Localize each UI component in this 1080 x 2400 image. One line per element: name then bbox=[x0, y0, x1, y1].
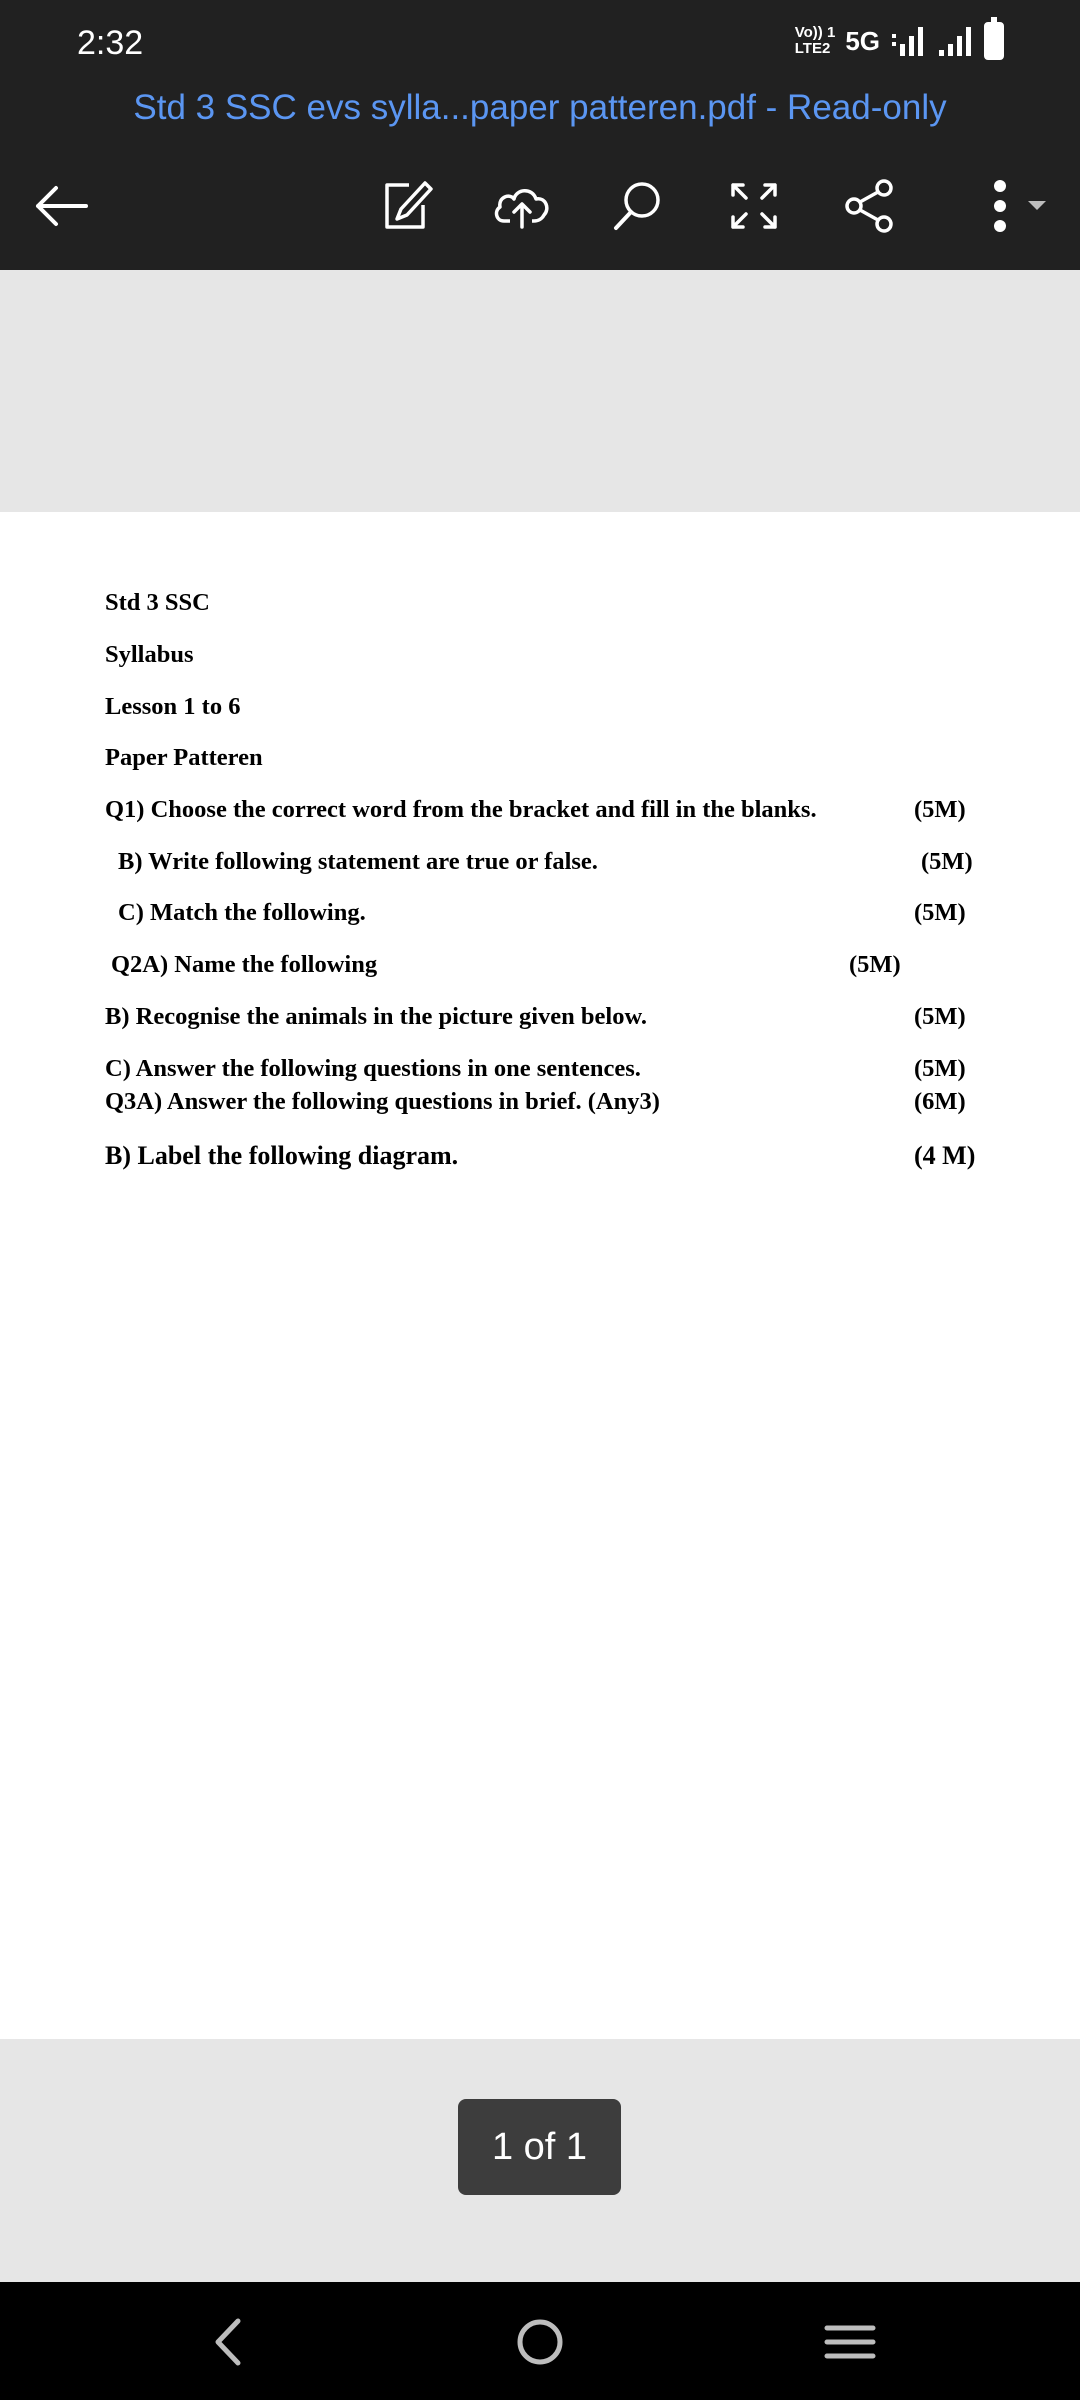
network-type: 5G bbox=[845, 25, 880, 56]
question-q1b: B) Write following statement are true or false. bbox=[118, 848, 598, 875]
pdf-page[interactable] bbox=[0, 512, 1080, 2039]
app-header bbox=[0, 0, 1080, 270]
question-q3b: B) Label the following diagram. bbox=[105, 1141, 459, 1170]
nav-recents-icon bbox=[823, 2320, 877, 2364]
search-icon bbox=[610, 178, 666, 234]
marks-q1c: (5M) bbox=[914, 899, 966, 926]
share-icon bbox=[842, 178, 898, 234]
edit-button[interactable] bbox=[370, 168, 446, 244]
marks-q3a: (6M) bbox=[914, 1088, 966, 1115]
search-button[interactable] bbox=[600, 168, 676, 244]
nav-back-icon bbox=[208, 2317, 248, 2367]
question-q2a: Q2A) Name the following bbox=[111, 951, 378, 978]
more-options-icon bbox=[970, 176, 1050, 236]
marks-q1b: (5M) bbox=[921, 848, 973, 875]
nav-recents-button[interactable] bbox=[810, 2302, 890, 2382]
question-q3a: Q3A) Answer the following questions in brief. (Any3) bbox=[105, 1088, 660, 1115]
heading-pattern: Paper Patteren bbox=[105, 744, 263, 771]
volte-line1: Vo)) 1 bbox=[794, 24, 836, 41]
marks-q2c: (5M) bbox=[914, 1055, 966, 1082]
back-arrow-icon bbox=[34, 184, 90, 228]
page-indicator: 1 of 1 bbox=[458, 2099, 621, 2195]
heading-lessons: Lesson 1 to 6 bbox=[105, 693, 241, 720]
edit-icon bbox=[381, 179, 435, 233]
document-title: Std 3 SSC evs sylla...paper patteren.pdf - Read-only bbox=[133, 88, 947, 127]
status-time: 2:32 bbox=[77, 24, 144, 62]
back-button[interactable] bbox=[24, 168, 100, 244]
marks-q1: (5M) bbox=[914, 796, 966, 823]
nav-home-icon bbox=[515, 2317, 565, 2367]
volte-line2: LTE2 bbox=[794, 40, 831, 57]
question-q2c: C) Answer the following questions in one sentences. bbox=[105, 1055, 641, 1082]
question-q2b: B) Recognise the animals in the picture given below. bbox=[105, 1003, 647, 1030]
fullscreen-icon bbox=[729, 181, 779, 231]
signal-strength-sim2-icon bbox=[938, 24, 974, 58]
upload-cloud-icon bbox=[492, 181, 552, 231]
viewer-background-top bbox=[0, 270, 1080, 512]
more-options-button[interactable] bbox=[960, 168, 1060, 244]
upload-button[interactable] bbox=[484, 168, 560, 244]
fullscreen-button[interactable] bbox=[716, 168, 792, 244]
marks-q2a: (5M) bbox=[849, 951, 901, 978]
nav-home-button[interactable] bbox=[500, 2302, 580, 2382]
marks-q3b: (4 M) bbox=[914, 1141, 976, 1170]
question-q1c: C) Match the following. bbox=[118, 899, 366, 926]
heading-syllabus: Syllabus bbox=[105, 641, 194, 668]
question-q1: Q1) Choose the correct word from the bracket and fill in the blanks. bbox=[105, 796, 817, 823]
marks-q2b: (5M) bbox=[914, 1003, 966, 1030]
battery-icon bbox=[984, 22, 1004, 60]
signal-strength-icon bbox=[890, 24, 928, 58]
system-navigation-bar bbox=[0, 2282, 1080, 2400]
status-icons bbox=[795, 22, 1004, 60]
share-button[interactable] bbox=[832, 168, 908, 244]
volte-indicator bbox=[795, 25, 836, 57]
heading-class: Std 3 SSC bbox=[105, 589, 210, 616]
nav-back-button[interactable] bbox=[188, 2302, 268, 2382]
